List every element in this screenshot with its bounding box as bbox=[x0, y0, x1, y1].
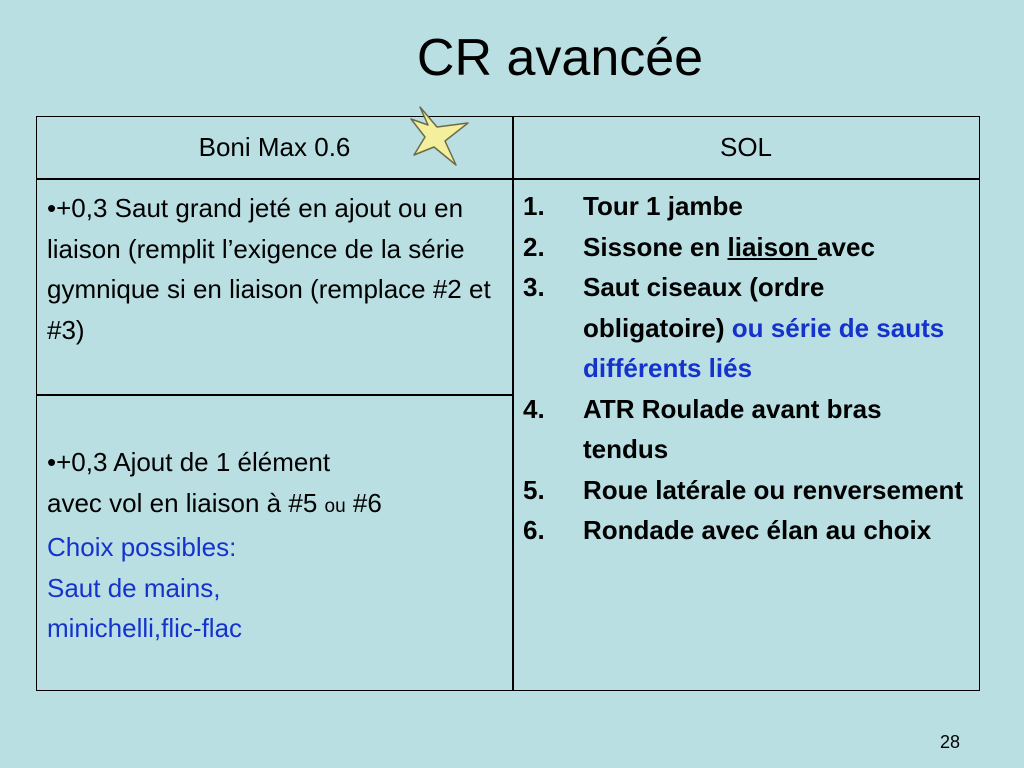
left-cell-2-line1 bbox=[47, 442, 509, 483]
item-text-underlined: liaison bbox=[727, 231, 818, 262]
line1-text: +0,3 Ajout de 1 élément bbox=[56, 447, 331, 477]
page-number: 28 bbox=[940, 732, 961, 752]
line2-b: #6 bbox=[345, 487, 382, 518]
item-number: 1. bbox=[523, 191, 545, 221]
list-item bbox=[523, 186, 973, 227]
left-cell-1-text: +0,3 Saut grand jeté en ajout ou en liaison (remplit l’exigence de la série gymnique si en liaison (remplace #2 et #3) bbox=[47, 193, 491, 345]
item-text: Tour 1 jambe bbox=[583, 191, 743, 221]
choice-line-1: Saut de mains, bbox=[47, 572, 221, 603]
item-number: 5. bbox=[523, 474, 545, 505]
left-row-divider bbox=[37, 394, 513, 396]
item-number: 3. bbox=[523, 272, 545, 302]
item-text-blue: ou série de sauts différents liés bbox=[583, 312, 945, 383]
item-text: Roue latérale ou renversement bbox=[583, 474, 964, 505]
item-text-end: avec bbox=[817, 231, 875, 262]
list-item bbox=[523, 389, 973, 470]
bullet: • bbox=[47, 447, 57, 477]
choices-label: Choix possibles: bbox=[47, 532, 237, 562]
star-icon bbox=[410, 105, 470, 167]
header-left: Boni Max 0.6 bbox=[198, 132, 351, 162]
choice-line-2: minichelli,flic-flac bbox=[47, 613, 243, 643]
item-text: Saut ciseaux (ordre obligatoire) bbox=[583, 272, 825, 343]
item-text: Sissone en bbox=[583, 231, 728, 262]
item-text: ATR Roulade avant bras tendus bbox=[583, 393, 882, 464]
line2-a: avec vol en liaison à #5 bbox=[47, 487, 325, 518]
line2-small: ou bbox=[324, 495, 346, 517]
bullet: • bbox=[47, 193, 57, 223]
list-item bbox=[523, 510, 973, 551]
list-item bbox=[523, 267, 973, 389]
item-number: 2. bbox=[523, 231, 545, 262]
left-cell-1 bbox=[47, 188, 509, 350]
header-right: SOL bbox=[719, 132, 773, 162]
sol-element-list bbox=[523, 186, 973, 551]
item-number: 4. bbox=[523, 393, 545, 424]
column-divider bbox=[512, 117, 514, 690]
list-item bbox=[523, 227, 973, 268]
item-number: 6. bbox=[523, 515, 545, 545]
header-divider bbox=[37, 178, 979, 180]
list-item bbox=[523, 470, 973, 511]
left-cell-2-line2 bbox=[47, 483, 509, 528]
table bbox=[36, 116, 980, 691]
slide-title: CR avancée bbox=[416, 29, 704, 87]
left-cell-2 bbox=[47, 442, 509, 649]
item-text: Rondade avec élan au choix bbox=[583, 515, 932, 545]
